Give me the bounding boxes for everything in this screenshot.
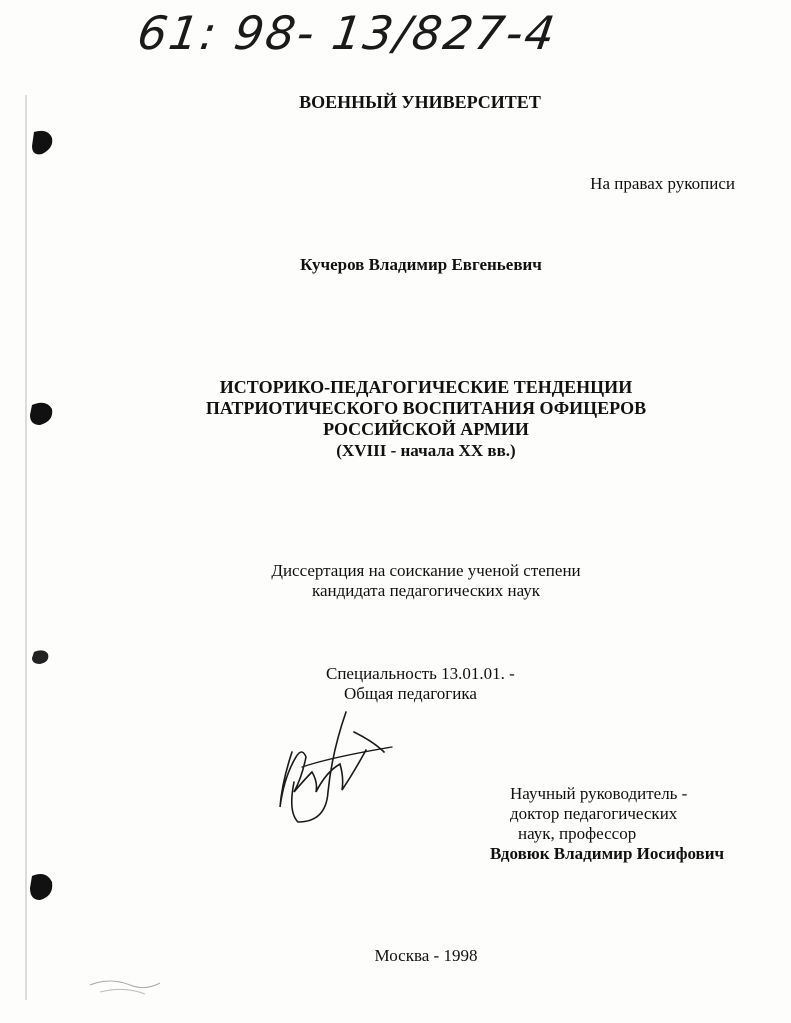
city-year: Москва - 1998: [374, 946, 478, 965]
title-line: ПАТРИОТИЧЕСКОГО ВОСПИТАНИЯ ОФИЦЕРОВ: [205, 398, 647, 418]
binding-hole-1: [32, 131, 52, 154]
advisor-role: Научный руководитель -: [510, 784, 688, 803]
university-name: ВОЕННЫЙ УНИВЕРСИТЕТ: [299, 92, 541, 112]
binding-hole-3: [32, 650, 48, 664]
dissertation-title: [0, 377, 791, 461]
signature: [262, 682, 422, 842]
title-line: ИСТОРИКО-ПЕДАГОГИЧЕСКИЕ ТЕНДЕНЦИИ: [219, 377, 633, 397]
degree-line: кандидата педагогических наук: [311, 581, 541, 600]
scribble-mark-2: [100, 989, 145, 994]
specialty-name: Общая педагогика: [344, 684, 477, 703]
advisor-name: Вдовюк Владимир Иосифович: [490, 844, 725, 863]
degree-statement: [0, 561, 791, 601]
title-period: (XVIII - начала XX вв.): [336, 441, 516, 460]
degree-line: Диссертация на соискание ученой степени: [271, 561, 581, 580]
advisor-degree: доктор педагогических: [510, 804, 678, 823]
title-line: РОССИЙСКОЙ АРМИИ: [323, 419, 529, 439]
advisor-title: наук, профессор: [518, 824, 637, 843]
scribble-mark: [90, 981, 160, 988]
specialty-code: Специальность 13.01.01. -: [326, 664, 515, 683]
advisor-block: [490, 784, 724, 864]
rights-note: На правах рукописи: [590, 174, 735, 193]
catalog-number: 61: 98- 13/827-4: [134, 6, 560, 60]
author-name: Кучеров Владимир Евгеньевич: [300, 255, 542, 274]
binding-hole-4: [30, 874, 52, 900]
